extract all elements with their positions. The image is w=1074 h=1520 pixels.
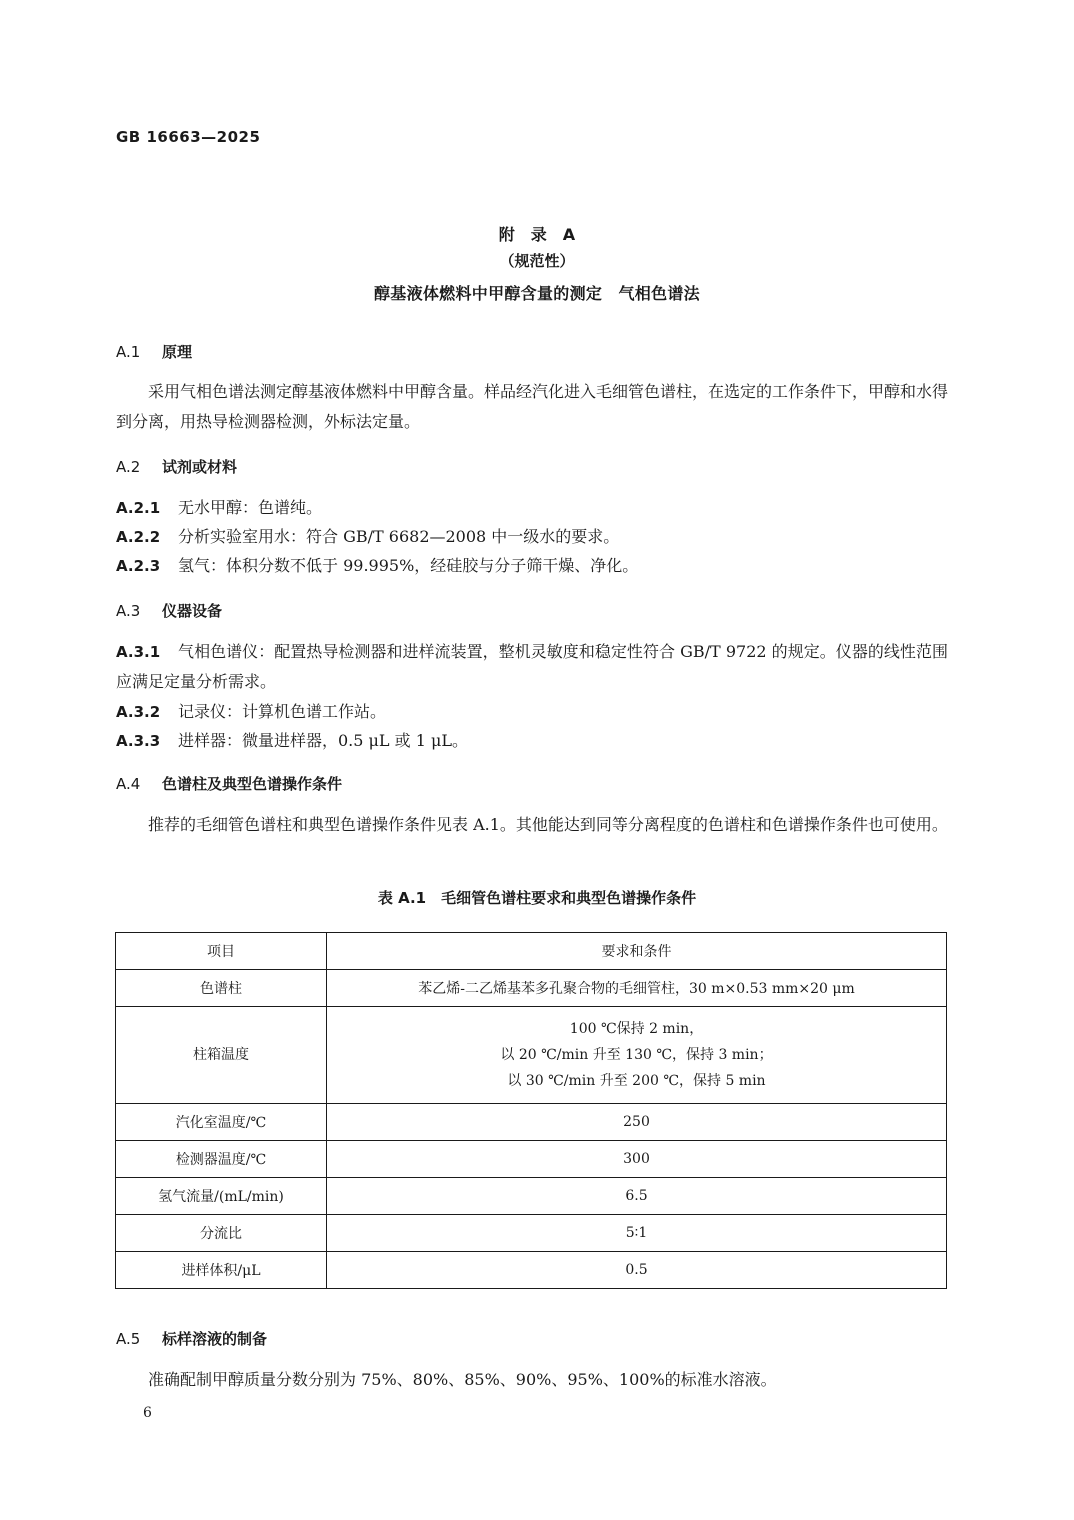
list-item xyxy=(116,726,948,756)
table-cell-value: 6.5 xyxy=(327,1178,947,1215)
table-cell-label: 汽化室温度/℃ xyxy=(116,1104,327,1141)
item-text: 气相色谱仪：配置热导检测器和进样流装置，整机灵敏度和稳定性符合 GB/T 9722 的规定。仪器的线性范围应满足定量分析需求。 xyxy=(116,642,948,691)
section-heading-a1 xyxy=(116,341,192,362)
table-cell-label: 柱箱温度 xyxy=(116,1007,327,1104)
list-item xyxy=(116,493,948,523)
annex-title: 附 录 A xyxy=(498,225,576,244)
item-number: A.2.3 xyxy=(116,557,161,575)
item-text: 记录仪：计算机色谱工作站。 xyxy=(178,702,387,721)
section-heading-a3 xyxy=(116,600,222,621)
cell-line: 以 30 ℃/min 升至 200 ℃，保持 5 min xyxy=(507,1073,766,1089)
table-cell-label: 检测器温度/℃ xyxy=(116,1141,327,1178)
section-number: A.3 xyxy=(116,602,141,620)
item-number: A.2.1 xyxy=(116,499,161,517)
table-row xyxy=(116,1252,947,1289)
table-row xyxy=(116,1215,947,1252)
item-number: A.3.1 xyxy=(116,643,161,661)
section-a4-text: 推荐的毛细管色谱柱和典型色谱操作条件见表 A.1。其他能达到同等分离程度的色谱柱和色谱操作条件也可使用。 xyxy=(148,815,948,834)
section-title: 原理 xyxy=(162,343,193,361)
section-number: A.2 xyxy=(116,458,141,476)
table-cell-value xyxy=(327,1007,947,1104)
list-item xyxy=(116,551,948,581)
table-row xyxy=(116,1104,947,1141)
table-cell-label: 分流比 xyxy=(116,1215,327,1252)
table-cell-label: 氢气流量/(mL/min) xyxy=(116,1178,327,1215)
section-title: 色谱柱及典型色谱操作条件 xyxy=(162,775,343,793)
list-item xyxy=(116,697,948,727)
spec-table xyxy=(115,932,947,1289)
section-number: A.1 xyxy=(116,343,141,361)
document-code: GB 16663—2025 xyxy=(116,128,261,146)
cell-line: 100 ℃保持 2 min， xyxy=(569,1021,704,1037)
table-cell-label: 进样体积/μL xyxy=(116,1252,327,1289)
item-number: A.3.3 xyxy=(116,732,161,750)
item-text: 分析实验室用水：符合 GB/T 6682—2008 中一级水的要求。 xyxy=(178,527,620,546)
table-row xyxy=(116,970,947,1007)
table-cell-value: 250 xyxy=(327,1104,947,1141)
section-heading-a2 xyxy=(116,456,237,477)
page-number: 6 xyxy=(143,1405,152,1421)
section-number: A.5 xyxy=(116,1330,141,1348)
section-heading-a4 xyxy=(116,773,342,794)
table-header-row xyxy=(116,933,947,970)
section-a1-text: 采用气相色谱法测定醇基液体燃料中甲醇含量。样品经汽化进入毛细管色谱柱，在选定的工作条件下，甲醇和水得到分离，用热导检测器检测，外标法定量。 xyxy=(116,382,949,431)
table-cell-value: 300 xyxy=(327,1141,947,1178)
section-heading-a5 xyxy=(116,1328,267,1349)
annex-name: 醇基液体燃料中甲醇含量的测定 气相色谱法 xyxy=(373,284,700,303)
item-text: 进样器：微量进样器，0.5 μL 或 1 μL。 xyxy=(178,731,469,750)
table-cell-label: 色谱柱 xyxy=(116,970,327,1007)
table-cell-value: 0.5 xyxy=(327,1252,947,1289)
section-number: A.4 xyxy=(116,775,141,793)
item-text: 无水甲醇：色谱纯。 xyxy=(178,498,323,517)
cell-line: 以 20 ℃/min 升至 130 ℃，保持 3 min； xyxy=(500,1047,773,1063)
item-number: A.3.2 xyxy=(116,703,161,721)
annex-type: （规范性） xyxy=(499,252,575,270)
section-a5-text: 准确配制甲醇质量分数分别为 75%、80%、85%、90%、95%、100%的标准水溶液。 xyxy=(148,1370,777,1389)
table-row xyxy=(116,1141,947,1178)
section-title: 仪器设备 xyxy=(162,602,223,620)
table-row xyxy=(116,1007,947,1104)
item-text: 氢气：体积分数不低于 99.995%，经硅胶与分子筛干燥、净化。 xyxy=(178,556,639,575)
section-title: 标样溶液的制备 xyxy=(162,1330,268,1348)
table-cell-value: 5∶1 xyxy=(327,1215,947,1252)
item-number: A.2.2 xyxy=(116,528,161,546)
table-caption: 表 A.1 毛细管色谱柱要求和典型色谱操作条件 xyxy=(377,889,697,907)
section-title: 试剂或材料 xyxy=(162,458,238,476)
column-header: 项目 xyxy=(116,933,327,970)
column-header: 要求和条件 xyxy=(327,933,947,970)
list-item xyxy=(116,637,948,696)
list-item xyxy=(116,522,948,552)
table-cell-value: 苯乙烯-二乙烯基苯多孔聚合物的毛细管柱，30 m×0.53 mm×20 μm xyxy=(327,970,947,1007)
table-row xyxy=(116,1178,947,1215)
